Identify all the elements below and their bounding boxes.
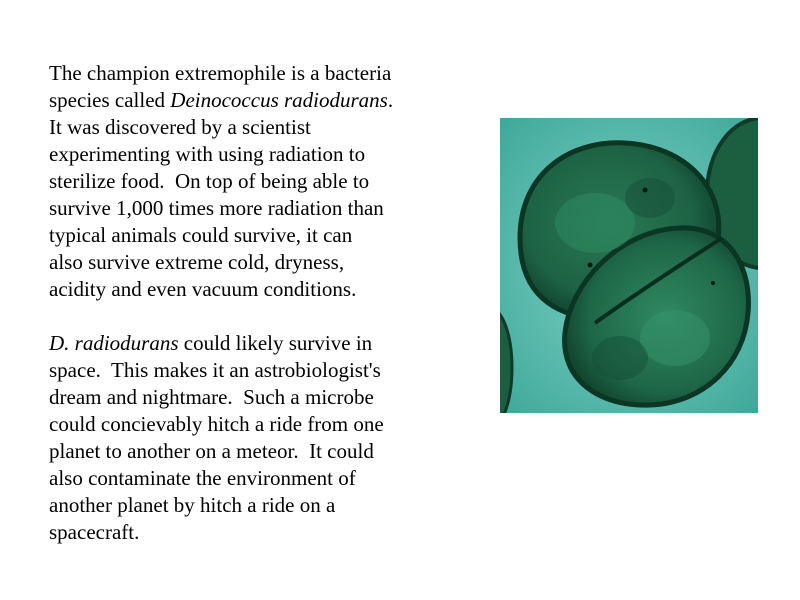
p2-line-2: space. This makes it an astrobiologist's <box>49 358 381 382</box>
cell-nucleoid-1 <box>555 193 635 253</box>
bacteria-micrograph-image <box>500 118 758 413</box>
p1-line-1: The champion extremophile is a bacteria <box>49 61 392 85</box>
p2-line-3: dream and nightmare. Such a microbe <box>49 385 374 409</box>
p1-line-3: It was discovered by a scientist <box>49 115 311 139</box>
p1-line-2-pre: species called <box>49 88 171 112</box>
cell-dot-1 <box>643 188 648 193</box>
cell-dot-3 <box>711 281 715 285</box>
p1-line-2-post: . <box>387 88 394 112</box>
cell-dot-2 <box>588 263 593 268</box>
p1-line-5: sterilize food. On top of being able to <box>49 169 370 193</box>
paragraph-2 <box>49 330 469 546</box>
species-name-italic: Deinococcus radiodurans <box>170 88 388 112</box>
species-abbrev-italic: D. radiodurans <box>49 331 179 355</box>
p2-line-5: planet to another on a meteor. It could <box>49 439 374 463</box>
body-text <box>49 60 469 546</box>
p1-line-6: survive 1,000 times more radiation than <box>49 196 384 220</box>
cell-nucleoid-2 <box>625 178 675 218</box>
p2-line-1-post: could likely survive in <box>178 331 373 355</box>
p1-line-4: experimenting with using radiation to <box>49 142 366 166</box>
micrograph-svg <box>500 118 758 413</box>
cell-nucleoid-4 <box>592 336 648 380</box>
p2-line-6: also contaminate the environment of <box>49 466 356 490</box>
p1-line-7: typical animals could survive, it can <box>49 223 353 247</box>
p2-line-4: could concievably hitch a ride from one <box>49 412 384 436</box>
cell-nucleoid-3 <box>640 310 710 366</box>
p2-line-7: another planet by hitch a ride on a <box>49 493 336 517</box>
p2-line-8: spacecraft. <box>49 520 140 544</box>
p1-line-9: acidity and even vacuum conditions. <box>49 277 357 301</box>
p1-line-8: also survive extreme cold, dryness, <box>49 250 345 274</box>
paragraph-1 <box>49 60 469 303</box>
